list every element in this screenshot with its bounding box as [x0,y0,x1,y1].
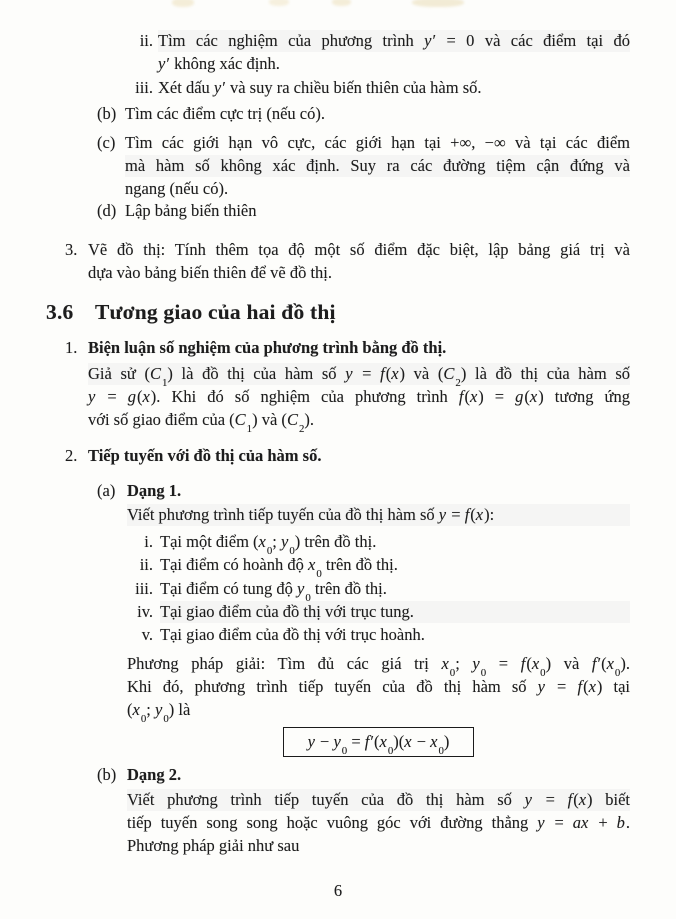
page-number: 6 [333,881,343,900]
list-label: (d) [97,201,117,220]
list-item-title: Tiếp tuyến với đồ thị của hàm số. [88,446,322,465]
list-label: (a) [97,481,116,500]
paragraph-line: Viết phương trình tiếp tuyến của đồ thị hàm số y = f(x) biết [127,790,630,809]
list-item-text: y′ không xác định. [158,54,280,73]
scan-artifact [412,0,464,7]
list-item-text: Tại điểm có hoành độ $x_0$ trên đồ thị. [160,555,398,581]
paragraph-line: với số giao điểm của $(C_1)$ và $(C_2)$. [88,410,315,436]
list-label: iii. [135,579,153,598]
list-item-text: mà hàm số không xác định. Suy ra các đường tiệm cận đứng và [125,156,630,175]
paragraph-line: y = g(x). Khi đó số nghiệm của phương trình f(x) = g(x) tương ứng [88,387,630,406]
scan-artifact [172,0,194,7]
list-item-text: Tìm các nghiệm của phương trình y′ = 0 và các điểm tại đó [158,31,630,50]
formula: $y - y_0 = f'(x_0)(x - x_0)$ [307,732,450,758]
list-item-text: Tại giao điểm của đồ thị với trục tung. [160,601,630,623]
list-item-text: Tại một điểm ($x_0$; $y_0$) trên đồ thị. [160,532,377,558]
scan-artifact [332,0,351,6]
list-label: ii. [139,31,153,50]
list-label: (b) [97,104,117,123]
list-item-text: Tìm các giới hạn vô cực, các giới hạn tại +∞, −∞ và tại các điểm [125,133,630,152]
section-title: Tương giao của hai đồ thị [95,300,336,324]
paragraph-line: Giả sử $(C_1)$ là đồ thị của hàm số y = f(x) và $(C_2)$ là đồ thị của hàm số [88,364,630,390]
list-item-text: Xét dấu y′ và suy ra chiều biến thiên của hàm số. [158,78,482,97]
list-label: 1. [65,338,78,357]
list-label: 3. [65,240,78,259]
paragraph-line: tiếp tuyến song song hoặc vuông góc với đường thẳng y = ax + b. [127,813,630,832]
section-number: 3.6 [46,300,74,324]
list-item-text: ngang (nếu có). [125,179,229,198]
list-item-title: Biện luận số nghiệm của phương trình bằng đồ thị. [88,338,447,357]
list-label: (b) [97,765,117,784]
list-item-text: Tìm các điểm cực trị (nếu có). [125,104,325,123]
list-item-text: Tại điểm có tung độ $y_0$ trên đồ thị. [160,579,387,605]
paragraph-line: Phương pháp giải như sau [127,836,300,855]
list-item-title: Dạng 2. [127,765,182,784]
paragraph-line: Phương pháp giải: Tìm đủ các giá trị $x_0$; $y_0 = f(x_0)$ và $f'(x_0)$. [127,654,630,680]
list-item-title: Dạng 1. [127,481,182,500]
list-item-text: Vẽ đồ thị: Tính thêm tọa độ một số điểm đặc biệt, lập bảng giá trị và [88,240,630,259]
list-label: iv. [137,602,153,621]
paragraph-line: Khi đó, phương trình tiếp tuyến của đồ thị hàm số y = f(x) tại [127,677,630,696]
scan-artifact [269,0,289,6]
formula-box [283,727,474,757]
list-item-text: Tại giao điểm của đồ thị với trục hoành. [160,625,425,644]
paragraph-line: ($x_0$; $y_0$) là [127,700,191,726]
paragraph-line: Viết phương trình tiếp tuyến của đồ thị hàm số y = f(x): [127,504,630,526]
list-label: i. [144,532,153,551]
list-item-text: Lập bảng biến thiên [125,201,257,220]
list-label: ii. [139,555,153,574]
list-label: 2. [65,446,78,465]
list-label: (c) [97,133,116,152]
list-label: iii. [135,78,153,97]
list-label: v. [141,625,153,644]
list-item-text: dựa vào bảng biến thiên để vẽ đồ thị. [88,263,333,282]
